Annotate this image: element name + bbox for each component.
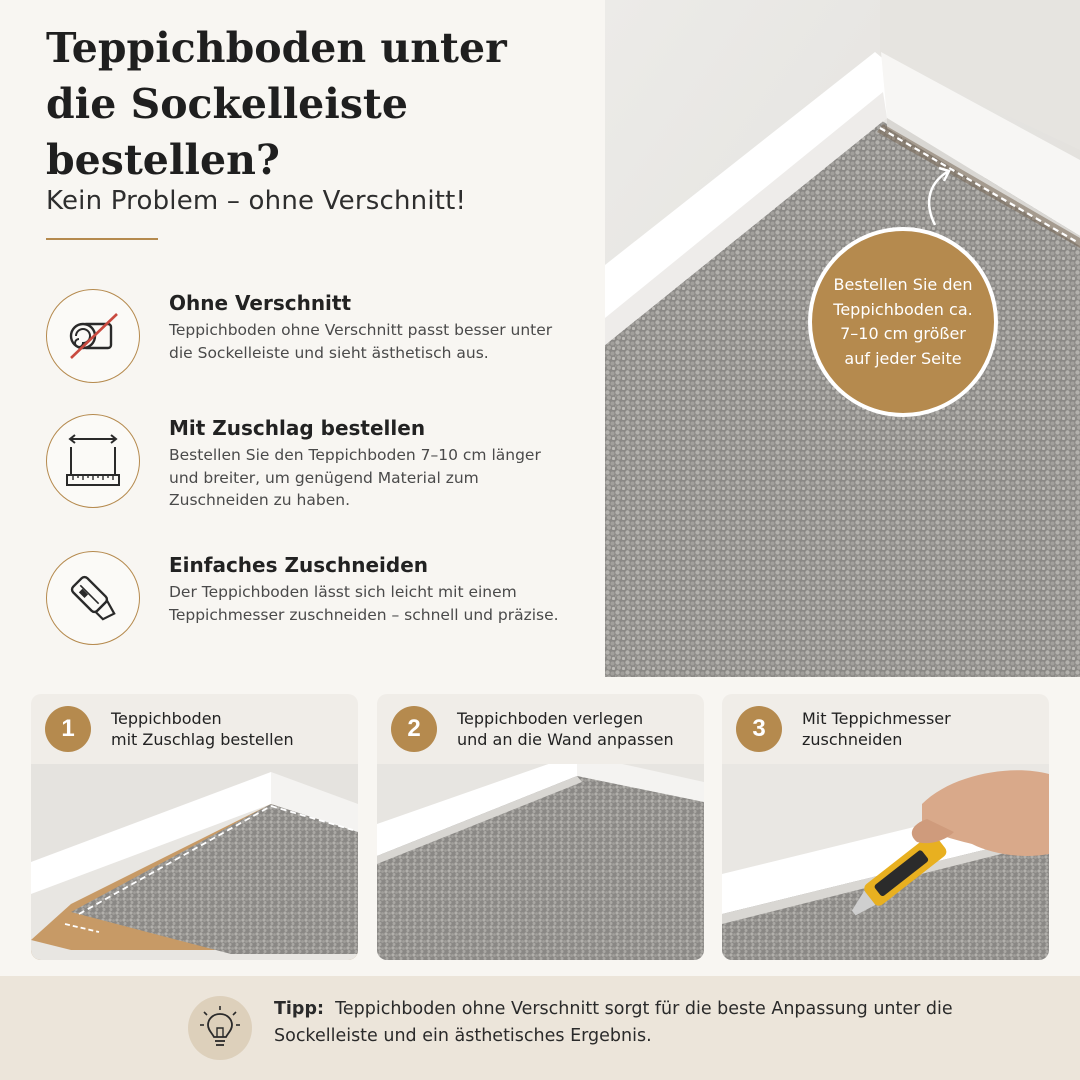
step-number: 2 <box>391 706 437 752</box>
step-label: Teppichboden mit Zuschlag bestellen <box>111 709 294 749</box>
step-label: Teppichboden verlegen und an die Wand anpassen <box>457 709 674 749</box>
lightbulb-icon <box>188 996 252 1060</box>
feature-text: Der Teppichboden lässt sich leicht mit einem Teppichmesser zuschneiden – schnell und präzise. <box>169 583 559 624</box>
feature-title: Ohne Verschnitt <box>169 291 352 315</box>
step-3-image <box>722 764 1049 960</box>
page-title: Teppichboden unter die Sockelleiste bestellen? <box>46 24 507 184</box>
step-card-1 <box>31 694 358 960</box>
order-size-badge: Bestellen Sie den Teppichboden ca. 7–10 cm größer auf jeder Seite <box>808 227 998 417</box>
tip-bar <box>0 976 1080 1080</box>
step-number: 3 <box>736 706 782 752</box>
feature-text: Bestellen Sie den Teppichboden 7–10 cm länger und breiter, um genügend Material zum Zuschneiden zu haben. <box>169 446 541 509</box>
page-subtitle: Kein Problem – ohne Verschnitt! <box>46 186 467 216</box>
step-number: 1 <box>45 706 91 752</box>
tip-body: Teppichboden ohne Verschnitt sorgt für die beste Anpassung unter die Sockelleiste und ein ästhetisches Ergebnis. <box>274 999 953 1046</box>
title-divider <box>46 238 158 240</box>
feature-title: Einfaches Zuschneiden <box>169 553 428 577</box>
step-2-image <box>377 764 704 960</box>
ruler-measure-icon <box>46 414 140 508</box>
feature-title: Mit Zuschlag bestellen <box>169 416 426 440</box>
feature-text: Teppichboden ohne Verschnitt passt besser unter die Sockelleiste und sieht ästhetisch aus. <box>169 321 553 362</box>
step-card-3 <box>722 694 1049 960</box>
tip-text <box>274 996 974 1050</box>
step-card-2 <box>377 694 704 960</box>
step-label: Mit Teppichmesser zuschneiden <box>802 709 951 749</box>
crossed-roll-icon <box>46 289 140 383</box>
cutter-knife-icon <box>46 551 140 645</box>
tip-label: Tipp: <box>274 999 324 1019</box>
step-1-image <box>31 764 358 960</box>
